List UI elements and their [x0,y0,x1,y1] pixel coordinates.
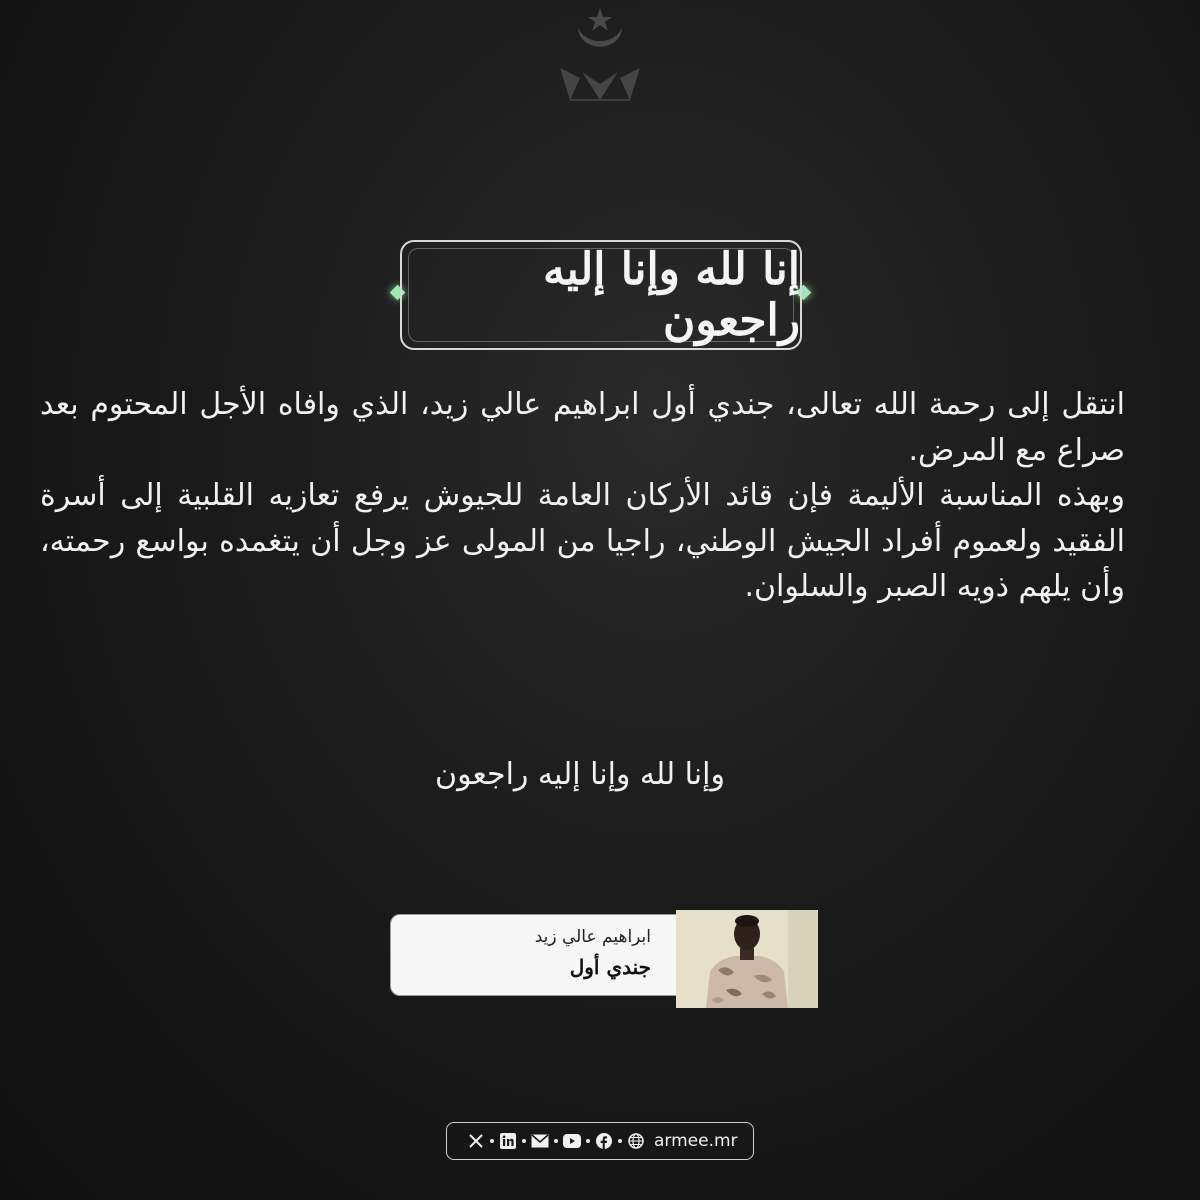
soldier-name: ابراهيم عالي زيد [534,927,651,947]
linkedin-icon[interactable] [499,1132,517,1150]
separator-dot [522,1139,526,1143]
army-emblem-icon [540,0,660,110]
email-icon[interactable] [531,1132,549,1150]
name-card [390,914,690,996]
paragraph-announcement: انتقل إلى رحمة الله تعالى، جندي أول ابراهيم عالي زيد، الذي وافاه الأجل المحتوم بعد صراع مع المرض. [40,387,1125,468]
paragraph-condolences: وبهذه المناسبة الأليمة فإن قائد الأركان العامة للجيوش يرفع تعازيه القلبية إلى أسرة الفقيد ولعموم أفراد الجيش الوطني، راجيا من المولى عز وجل أن يتغمده بواسع رحمته، وأن يلهم ذويه الصبر والسلوان. [40,478,1125,605]
soldier-rank: جندي أول [569,955,651,979]
social-footer [446,1122,754,1160]
website-link[interactable]: armee.mr [654,1131,738,1151]
x-icon[interactable] [467,1132,485,1150]
separator-dot [490,1139,494,1143]
condolence-text [40,382,1125,610]
globe-icon[interactable] [627,1132,645,1150]
soldier-portrait [676,910,818,1008]
separator-dot [618,1139,622,1143]
facebook-icon[interactable] [595,1132,613,1150]
separator-dot [554,1139,558,1143]
calligraphy-frame [400,240,802,350]
separator-dot [586,1139,590,1143]
youtube-icon[interactable] [563,1132,581,1150]
calligraphy-text: إنا لله وإنا إليه راجعون [542,244,800,346]
closing-phrase: وإنا لله وإنا إليه راجعون [435,757,725,792]
